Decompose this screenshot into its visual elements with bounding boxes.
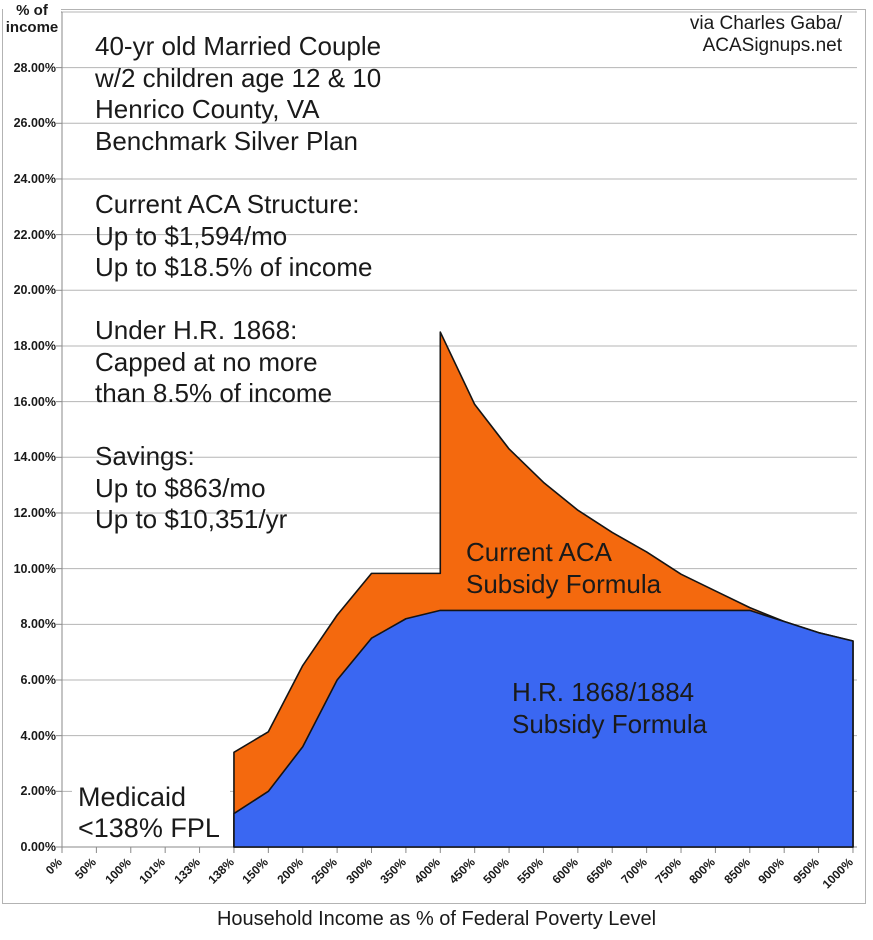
x-tick-label: 350% (377, 855, 409, 887)
x-tick-label: 50% (72, 855, 100, 882)
x-tick-label: 200% (274, 855, 306, 887)
x-tick-label: 900% (755, 855, 788, 887)
y-tick-label: 28.00% (13, 60, 56, 75)
text-line: Capped at no more (95, 346, 318, 377)
annotation-medicaid (72, 780, 230, 846)
y-tick-label: 18.00% (13, 338, 56, 353)
x-tick-label: 150% (239, 855, 272, 887)
y-tick-label: 0.00% (20, 840, 56, 854)
y-tick-label: 26.00% (13, 116, 56, 131)
y-tick-label: 14.00% (13, 450, 56, 465)
x-tick-label: 800% (686, 855, 719, 887)
y-tick-label: 16.00% (13, 394, 56, 409)
attribution (580, 13, 842, 57)
x-tick-label: 650% (583, 855, 616, 887)
text-line: Subsidy Formula (512, 709, 708, 739)
annotation-under-hr1868 (95, 315, 332, 410)
y-tick-label: 12.00% (13, 505, 56, 520)
x-axis-title: Household Income as % of Federal Poverty Level (216, 908, 657, 930)
x-tick-label: 950% (789, 855, 822, 887)
y-tick-label: 24.00% (13, 171, 56, 186)
y-tick-label: 6.00% (20, 672, 56, 687)
x-tick-label: 550% (514, 855, 547, 887)
text-line: Benchmark Silver Plan (95, 125, 358, 156)
text-line: Up to $10,351/yr (95, 504, 288, 534)
text-line: Subsidy Formula (466, 569, 662, 599)
x-tick-label: 850% (721, 855, 753, 887)
label-current-aca-area (466, 536, 661, 600)
text-line: Henrico County, VA (95, 94, 320, 124)
text-line: <138% FPL (78, 813, 220, 843)
x-tick-label: 700% (617, 855, 650, 887)
x-tick-label: 0% (42, 855, 65, 878)
y-tick-label: 20.00% (13, 283, 56, 298)
text-line: % of (16, 2, 48, 19)
x-tick-label: 500% (480, 855, 513, 887)
y-tick-label: 22.00% (13, 227, 56, 242)
x-tick-label: 750% (652, 855, 684, 887)
text-line: 40-yr old Married Couple (95, 31, 382, 61)
text-line: ACASignups.net (702, 35, 842, 56)
label-hr1868-area (512, 676, 707, 740)
x-tick-label: 101% (136, 855, 169, 887)
text-line: Medicaid (78, 782, 187, 812)
annotation-scenario (95, 31, 381, 157)
text-line: income (5, 19, 59, 36)
x-tick-label: 600% (549, 855, 581, 887)
y-tick-label: 4.00% (20, 728, 56, 743)
text-line: Current ACA (466, 537, 612, 567)
x-tick-label: 138% (205, 855, 237, 887)
text-line: than 8.5% of income (95, 378, 333, 408)
x-tick-label: 100% (102, 855, 134, 887)
y-axis-title (3, 2, 61, 36)
x-tick-label: 1000% (819, 855, 856, 892)
text-line: Up to $863/mo (95, 472, 266, 503)
annotation-current-aca-structure (95, 189, 373, 284)
x-tick-label: 250% (308, 855, 341, 887)
x-tick-label: 450% (446, 855, 478, 887)
text-line: via Charles Gaba/ (689, 13, 842, 34)
text-line: Savings: (95, 441, 195, 471)
text-line: Up to $18.5% of income (95, 252, 373, 282)
x-tick-label: 300% (342, 855, 375, 887)
annotation-savings (95, 441, 287, 536)
y-tick-label: 2.00% (20, 784, 56, 799)
text-line: Up to $1,594/mo (95, 220, 288, 251)
text-line: Current ACA Structure: (95, 189, 360, 219)
x-tick-label: 133% (170, 855, 203, 887)
text-line: Under H.R. 1868: (95, 315, 298, 345)
y-tick-label: 10.00% (13, 561, 56, 576)
text-line: H.R. 1868/1884 (512, 677, 695, 707)
x-tick-label: 400% (411, 855, 444, 887)
text-line: w/2 children age 12 & 10 (95, 62, 382, 93)
y-tick-label: 8.00% (20, 617, 56, 632)
